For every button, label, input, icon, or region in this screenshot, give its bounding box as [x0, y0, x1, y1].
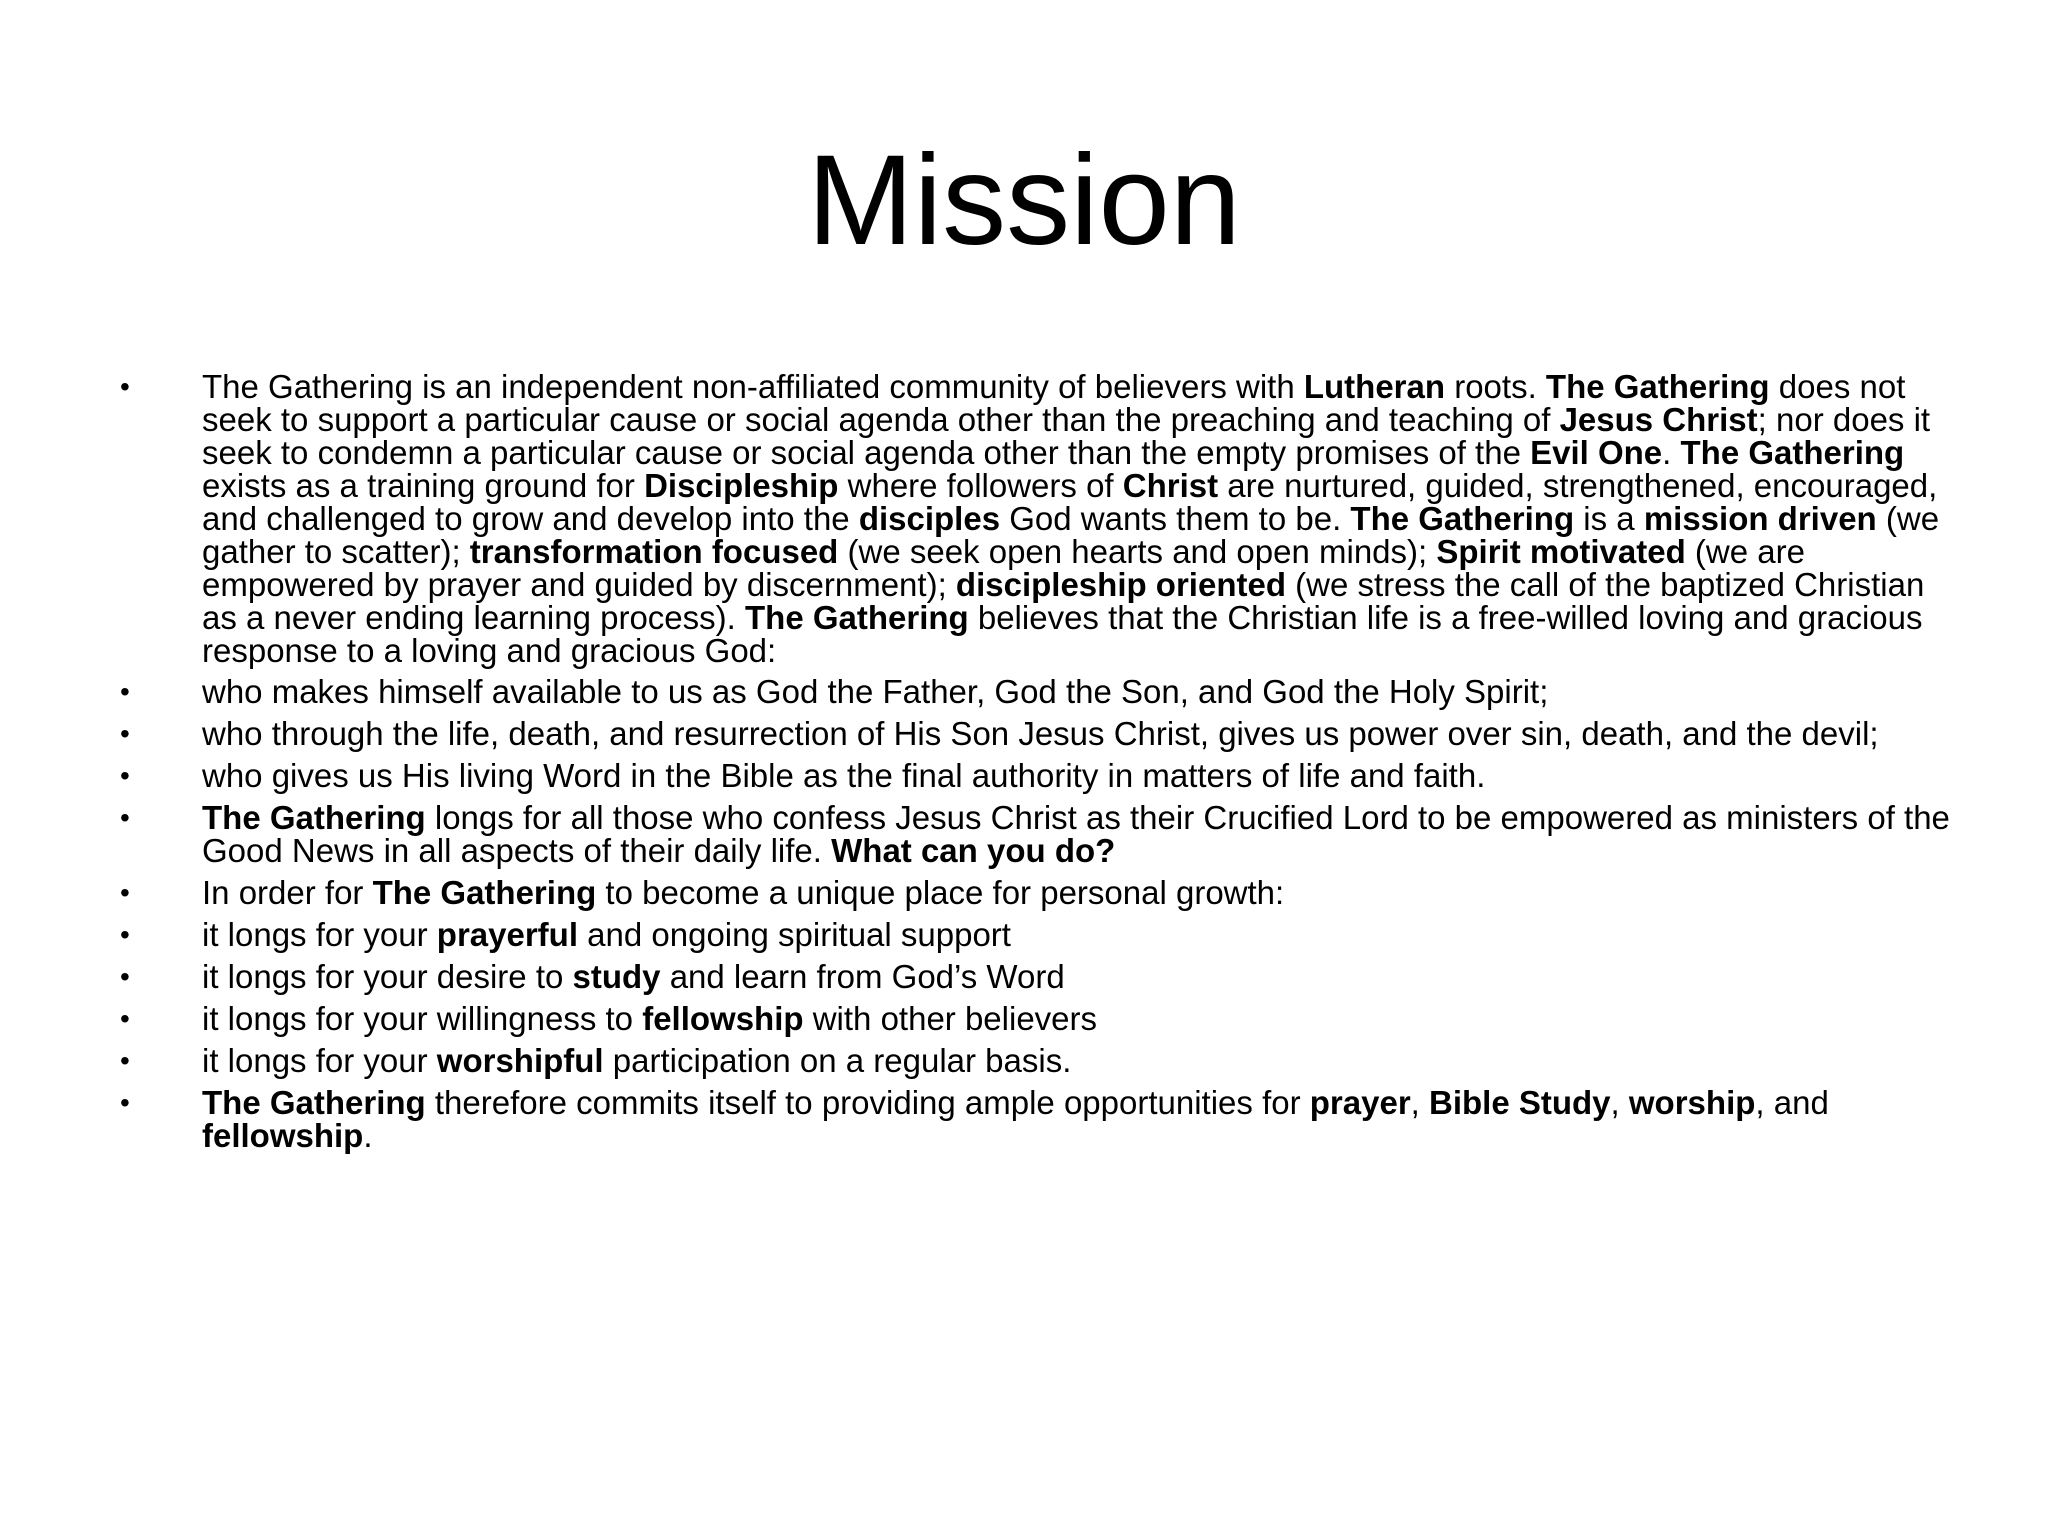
text-run: it longs for your desire to	[202, 958, 573, 995]
text-run: who makes himself available to us as God the Father, God the Son, and God the Holy Spirit;	[202, 673, 1549, 710]
bullet-item	[120, 1044, 1950, 1077]
bullet-text	[202, 368, 1939, 669]
bold-text: The Gathering	[1545, 368, 1770, 405]
bold-text: worship	[1628, 1084, 1756, 1121]
text-run: ; nor does it seek to condemn a particular cause or social agenda other than the empty promises of the	[202, 401, 1931, 471]
bold-text: Bible Study	[1429, 1084, 1611, 1121]
bullet-text	[202, 916, 1011, 953]
bullet-text	[202, 1000, 1097, 1037]
text-run: who gives us His living Word in the Bible as the final authority in matters of life and faith.	[202, 757, 1486, 794]
bullet-dot-icon: •	[120, 802, 130, 833]
bullet-item	[120, 918, 1950, 951]
text-run: (we are empowered by prayer and guided by discernment);	[202, 533, 1805, 603]
text-run: (we seek open hearts and open minds);	[838, 533, 1437, 570]
text-run: and ongoing spiritual support	[578, 916, 1011, 953]
bold-text: fellowship	[642, 1000, 804, 1037]
text-run: who through the life, death, and resurrection of His Son Jesus Christ, gives us power over sin, death, and the devil;	[202, 715, 1879, 752]
bullet-dot-icon: •	[120, 919, 130, 950]
bullet-item	[120, 876, 1950, 909]
text-run: it longs for your	[202, 916, 437, 953]
bold-text: Spirit motivated	[1436, 533, 1686, 570]
bullet-dot-icon: •	[120, 1003, 130, 1034]
bold-text: The Gathering	[372, 874, 597, 911]
bullet-dot-icon: •	[120, 961, 130, 992]
text-run: .	[363, 1117, 373, 1154]
bullet-text	[202, 1042, 1071, 1079]
bold-text: worshipful	[436, 1042, 604, 1079]
bold-text: The Gathering	[202, 1084, 426, 1121]
bullet-dot-icon: •	[120, 371, 130, 402]
bullet-text	[202, 715, 1879, 752]
bold-text: mission driven	[1643, 500, 1877, 537]
text-run: God wants them to be.	[1000, 500, 1351, 537]
bold-text: What can you do?	[831, 832, 1116, 869]
bullet-text	[202, 958, 1065, 995]
bold-text: Lutheran	[1303, 368, 1446, 405]
text-run: longs for all those who confess Jesus Christ as their Crucified Lord to be empowered as ministers of the Good News in all aspects of their daily life.	[202, 799, 1950, 869]
bold-text: transformation focused	[469, 533, 839, 570]
bullet-item	[120, 801, 1950, 867]
slide-title: Mission	[807, 129, 1241, 272]
text-run: does not seek to support a particular cause or social agenda other than the preaching and teaching of	[202, 368, 1906, 438]
slide-body	[120, 370, 1950, 1161]
bold-text: Christ	[1122, 467, 1219, 504]
bold-text: discipleship oriented	[955, 566, 1286, 603]
text-run: therefore commits itself to providing ample opportunities for	[425, 1084, 1310, 1121]
text-run: , and	[1755, 1084, 1829, 1121]
bold-text: prayerful	[436, 916, 578, 953]
bullet-text	[202, 799, 1950, 869]
bullet-item	[120, 1086, 1950, 1152]
bullet-dot-icon: •	[120, 1087, 130, 1118]
text-run: with other believers	[803, 1000, 1098, 1037]
text-run: is a	[1574, 500, 1644, 537]
bullet-item	[120, 960, 1950, 993]
bold-text: The Gathering	[1350, 500, 1575, 537]
bullet-dot-icon: •	[120, 760, 130, 791]
text-run: it longs for your willingness to	[202, 1000, 643, 1037]
bold-text: The Gathering	[745, 599, 969, 636]
text-run: it longs for your	[202, 1042, 437, 1079]
bullet-item	[120, 370, 1950, 667]
bold-text: Evil One	[1530, 434, 1663, 471]
bold-text: The Gathering	[1680, 434, 1905, 471]
text-run: .	[1662, 434, 1681, 471]
text-run: and learn from God’s Word	[660, 958, 1065, 995]
bullet-dot-icon: •	[120, 676, 130, 707]
text-run: In order for	[202, 874, 373, 911]
bullet-text	[202, 673, 1548, 710]
text-run: where followers of	[838, 467, 1123, 504]
bullet-dot-icon: •	[120, 1045, 130, 1076]
bold-text: disciples	[858, 500, 1001, 537]
text-run: (we stress the call of the baptized Christian as a never ending learning process).	[202, 566, 1925, 636]
text-run: roots.	[1445, 368, 1546, 405]
text-run: (we gather to scatter);	[202, 500, 1940, 570]
bullet-item	[120, 1002, 1950, 1035]
text-run: ,	[1410, 1084, 1430, 1121]
bold-text: Jesus Christ	[1559, 401, 1758, 438]
bullet-item	[120, 675, 1950, 708]
bold-text: Discipleship	[644, 467, 839, 504]
bullet-text	[202, 874, 1284, 911]
bullet-dot-icon: •	[120, 877, 130, 908]
bullet-text	[202, 757, 1485, 794]
text-run: ,	[1610, 1084, 1629, 1121]
text-run: The Gathering is an independent non-affiliated community of believers with	[202, 368, 1304, 405]
text-run: to become a unique place for personal growth:	[596, 874, 1285, 911]
bold-text: fellowship	[202, 1117, 364, 1154]
text-run: exists as a training ground for	[202, 467, 645, 504]
bullet-text	[202, 1084, 1829, 1154]
bold-text: The Gathering	[202, 799, 426, 836]
text-run: are nurtured, guided, strengthened, encouraged, and challenged to grow and develop into the	[202, 467, 1938, 537]
text-run: participation on a regular basis.	[603, 1042, 1072, 1079]
text-run: believes that the Christian life is a free-willed loving and gracious response to a loving and gracious God:	[202, 599, 1923, 669]
bullet-dot-icon: •	[120, 718, 130, 749]
bullet-list	[120, 370, 1950, 1152]
bold-text: study	[572, 958, 661, 995]
bullet-item	[120, 759, 1950, 792]
bold-text: prayer	[1309, 1084, 1411, 1121]
bullet-item	[120, 717, 1950, 750]
